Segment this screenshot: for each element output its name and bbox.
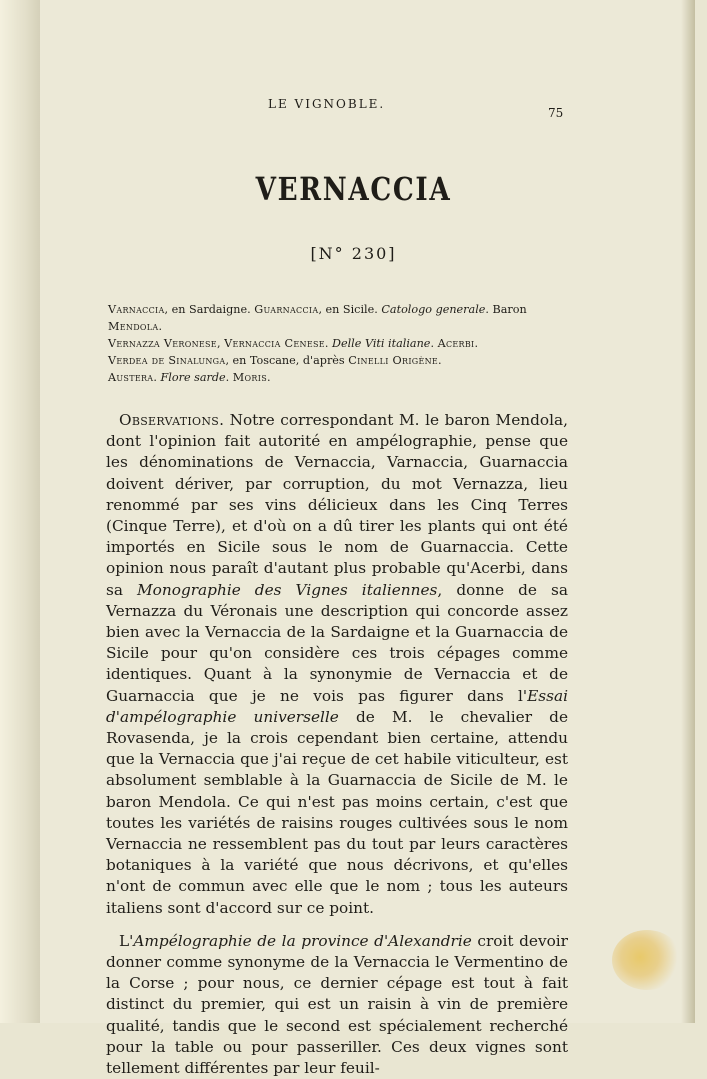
text-run: ,: [216, 337, 225, 350]
text-run: , donne de sa Vernazza du Véronais une description qui concorde assez bien avec la Vernaccia de la Sardaigne et la Guarnaccia de Sicile pour qu'on considère ces trois cépages comme identiques. Quant à la synonymie de Vernaccia et de Guarnaccia que je ne vois pas figurer dans l': [106, 580, 568, 705]
text-run: L': [119, 931, 134, 950]
text-run: , en Sardaigne.: [164, 303, 255, 316]
synonym-entry: [108, 335, 570, 352]
synonym-list: [108, 301, 570, 386]
body-text: [106, 410, 568, 1079]
italic-text: Monographie des Vignes italiennes: [137, 580, 438, 599]
text-run: .: [266, 371, 271, 384]
small-caps-text: Acerbi: [437, 337, 475, 350]
italic-text: Flore sarde: [160, 371, 226, 384]
text-run: . Baron: [485, 303, 527, 316]
text-run: croit devoir donner comme synonyme de la Vernaccia le Vermentino de la Corse ; pour nous, ce dernier cépage est tout à fait distinct du premier, qui est un raisin à vin de première qualité, tandis que le second est spécialement recherché pour la table ou pour passeriller. Ces deux vignes sont tellement différentes par leur feuil-: [106, 931, 568, 1078]
text-run: . Notre correspondant M. le baron Mendola, dont l'opinion fait autorité en ampélographie, pense que les dénominations de Vernaccia, Varnaccia, Guarnaccia doivent dériver, par corruption, du mot Vernazza, lieu renommé par ses vins délicieux dans les Cinq Terres (Cinque Terre), et d'où on a dû tirer les plants qui ont été importés en Sicile sous le nom de Guarnaccia. Cette opinion nous paraît d'autant plus probable qu'Acerbi, dans sa: [106, 411, 568, 599]
text-run: , en Toscane, d'après: [225, 354, 349, 367]
italic-text: Essai d'ampélographie universelle: [106, 686, 568, 726]
text-run: .: [438, 354, 442, 367]
entry-number: [N° 230]: [310, 244, 397, 263]
body-paragraph: [106, 931, 568, 1079]
synonym-entry: [108, 369, 570, 386]
small-caps-text: Austera: [108, 371, 154, 384]
text-run: .: [153, 371, 161, 384]
small-caps-text: Observations: [119, 411, 220, 429]
text-run: .: [430, 337, 438, 350]
small-caps-text: Vernazza Veronese: [108, 337, 217, 350]
italic-text: Catologo generale: [381, 303, 486, 316]
text-run: de M. le chevalier de Rovasenda, je la crois cependant bien certaine, attendu que la Vernaccia que j'ai reçue de cet habile viticulteur, est absolument semblable à la Guarnaccia de Sicile de M. le baron Mendola. Ce qui n'est pas moins certain, c'est que toutes les variétés de raisins rouges cultivées sous le nom Vernaccia ne ressemblent pas du tout par leurs caractères botaniques à la variété que nous décrivons, et qu'elles n'ont de commun avec elle que le nom ; tous les auteurs italiens sont d'accord sur ce point.: [106, 707, 569, 917]
text-run: .: [324, 337, 333, 350]
page-number: 75: [548, 106, 564, 120]
small-caps-text: Cinelli Origène: [348, 354, 439, 367]
small-caps-text: Moris: [232, 371, 267, 384]
text-run: .: [225, 371, 233, 384]
small-caps-text: Vernaccia Cenese: [224, 337, 325, 350]
small-caps-text: Guarnaccia: [254, 303, 319, 316]
observations-paragraph: [106, 410, 568, 919]
small-caps-text: Varnaccia: [108, 303, 165, 316]
synonym-entry: [108, 352, 570, 369]
small-caps-text: Mendola: [108, 320, 159, 333]
small-caps-text: Verdea de Sinalunga: [108, 354, 226, 367]
paper-stain: [612, 930, 682, 990]
synonym-entry: [108, 301, 570, 335]
text-run: , en Sicile.: [318, 303, 382, 316]
italic-text: Ampélographie de la province d'Alexandrie: [133, 931, 472, 950]
italic-text: Delle Viti italiane: [332, 337, 431, 350]
running-head: LE VIGNOBLE.: [268, 97, 386, 111]
text-run: .: [158, 320, 163, 333]
text-run: .: [474, 337, 479, 350]
page-edge-shadow: [681, 0, 695, 1023]
entry-title: VERNACCIA: [255, 170, 452, 208]
